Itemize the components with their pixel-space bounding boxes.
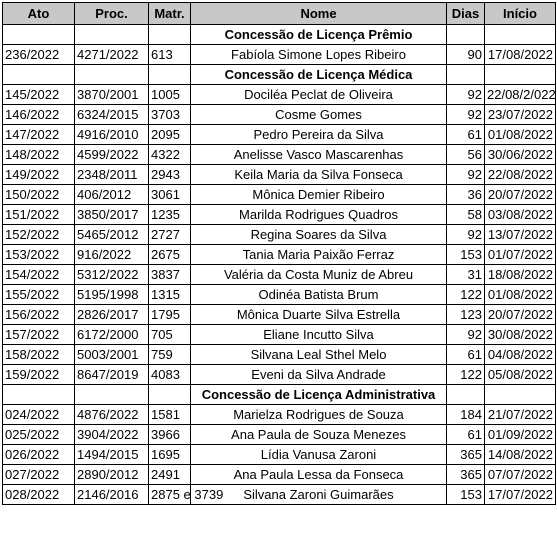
cell-inicio: 04/08/2022 — [485, 345, 556, 365]
section-title: Concessão de Licença Médica — [191, 65, 447, 85]
empty-cell — [447, 385, 485, 405]
cell-proc: 5465/2012 — [75, 225, 149, 245]
cell-matr: 4322 — [149, 145, 191, 165]
cell-dias: 61 — [447, 425, 485, 445]
cell-nome: Valéria da Costa Muniz de Abreu — [191, 265, 447, 285]
cell-proc: 3904/2022 — [75, 425, 149, 445]
cell-ato: 236/2022 — [3, 45, 75, 65]
table-row — [3, 185, 556, 205]
cell-matr: 2727 — [149, 225, 191, 245]
cell-dias: 92 — [447, 105, 485, 125]
cell-dias: 365 — [447, 465, 485, 485]
table-row — [3, 465, 556, 485]
cell-matr: 4083 — [149, 365, 191, 385]
empty-cell — [75, 65, 149, 85]
empty-cell — [447, 65, 485, 85]
cell-dias: 61 — [447, 345, 485, 365]
cell-nome: Marilda Rodrigues Quadros — [191, 205, 447, 225]
cell-proc: 1494/2015 — [75, 445, 149, 465]
cell-matr: 2675 — [149, 245, 191, 265]
col-header-ato: Ato — [3, 3, 75, 25]
cell-inicio: 18/08/2022 — [485, 265, 556, 285]
table-row — [3, 485, 556, 505]
header-row — [3, 3, 556, 25]
col-header-dias: Dias — [447, 3, 485, 25]
cell-dias: 58 — [447, 205, 485, 225]
cell-inicio: 20/07/2022 — [485, 305, 556, 325]
cell-inicio: 21/07/2022 — [485, 405, 556, 425]
empty-cell — [485, 25, 556, 45]
empty-cell — [75, 25, 149, 45]
cell-ato: 025/2022 — [3, 425, 75, 445]
cell-proc: 6172/2000 — [75, 325, 149, 345]
cell-nome: Silvana Zaroni Guimarães — [191, 485, 447, 505]
cell-proc: 4599/2022 — [75, 145, 149, 165]
empty-cell — [75, 385, 149, 405]
col-header-inicio: Início — [485, 3, 556, 25]
cell-proc: 2890/2012 — [75, 465, 149, 485]
cell-proc: 8647/2019 — [75, 365, 149, 385]
cell-proc: 3850/2017 — [75, 205, 149, 225]
cell-proc: 6324/2015 — [75, 105, 149, 125]
cell-ato: 147/2022 — [3, 125, 75, 145]
cell-matr: 1005 — [149, 85, 191, 105]
table-row — [3, 305, 556, 325]
section-row — [3, 65, 556, 85]
cell-nome: Mônica Demier Ribeiro — [191, 185, 447, 205]
cell-inicio: 03/08/2022 — [485, 205, 556, 225]
cell-proc: 406/2012 — [75, 185, 149, 205]
cell-nome: Pedro Pereira da Silva — [191, 125, 447, 145]
licencas-table — [2, 2, 556, 505]
empty-cell — [485, 65, 556, 85]
cell-matr: 3061 — [149, 185, 191, 205]
empty-cell — [149, 385, 191, 405]
empty-cell — [3, 25, 75, 45]
cell-inicio: 01/08/2022 — [485, 285, 556, 305]
cell-inicio: 30/08/2022 — [485, 325, 556, 345]
cell-proc: 5003/2001 — [75, 345, 149, 365]
cell-proc: 916/2022 — [75, 245, 149, 265]
cell-proc: 3870/2001 — [75, 85, 149, 105]
cell-matr: 2491 — [149, 465, 191, 485]
cell-nome: Cosme Gomes — [191, 105, 447, 125]
cell-inicio: 22/08/2022 — [485, 165, 556, 185]
cell-inicio: 20/07/2022 — [485, 185, 556, 205]
cell-dias: 31 — [447, 265, 485, 285]
cell-ato: 151/2022 — [3, 205, 75, 225]
table-body — [3, 25, 556, 505]
table-row — [3, 285, 556, 305]
table-row — [3, 105, 556, 125]
cell-nome: Fabíola Simone Lopes Ribeiro — [191, 45, 447, 65]
cell-ato: 153/2022 — [3, 245, 75, 265]
cell-dias: 122 — [447, 365, 485, 385]
empty-cell — [3, 65, 75, 85]
cell-proc: 2348/2011 — [75, 165, 149, 185]
cell-matr: 2943 — [149, 165, 191, 185]
cell-dias: 153 — [447, 245, 485, 265]
cell-dias: 36 — [447, 185, 485, 205]
cell-ato: 150/2022 — [3, 185, 75, 205]
cell-ato: 157/2022 — [3, 325, 75, 345]
cell-dias: 122 — [447, 285, 485, 305]
cell-nome: Eliane Incutto Silva — [191, 325, 447, 345]
table-row — [3, 425, 556, 445]
cell-nome: Odinéa Batista Brum — [191, 285, 447, 305]
table-row — [3, 365, 556, 385]
col-header-proc: Proc. — [75, 3, 149, 25]
cell-matr: 1795 — [149, 305, 191, 325]
cell-dias: 184 — [447, 405, 485, 425]
cell-matr: 3837 — [149, 265, 191, 285]
cell-inicio: 30/06/2022 — [485, 145, 556, 165]
cell-proc: 5312/2022 — [75, 265, 149, 285]
table-row — [3, 265, 556, 285]
cell-nome: Keila Maria da Silva Fonseca — [191, 165, 447, 185]
section-title: Concessão de Licença Administrativa — [191, 385, 447, 405]
cell-nome: Regina Soares da Silva — [191, 225, 447, 245]
cell-nome: Dociléa Peclat de Oliveira — [191, 85, 447, 105]
cell-dias: 123 — [447, 305, 485, 325]
cell-matr: 3703 — [149, 105, 191, 125]
cell-matr: 3966 — [149, 425, 191, 445]
cell-inicio: 17/08/2022 — [485, 45, 556, 65]
cell-matr: 1581 — [149, 405, 191, 425]
section-title: Concessão de Licença Prêmio — [191, 25, 447, 45]
col-header-nome: Nome — [191, 3, 447, 25]
cell-nome: Anelisse Vasco Mascarenhas — [191, 145, 447, 165]
cell-dias: 90 — [447, 45, 485, 65]
cell-dias: 92 — [447, 225, 485, 245]
cell-ato: 026/2022 — [3, 445, 75, 465]
cell-nome: Marielza Rodrigues de Souza — [191, 405, 447, 425]
cell-matr: 705 — [149, 325, 191, 345]
empty-cell — [485, 385, 556, 405]
cell-ato: 158/2022 — [3, 345, 75, 365]
cell-inicio: 23/07/2022 — [485, 105, 556, 125]
table-row — [3, 345, 556, 365]
table-row — [3, 405, 556, 425]
cell-matr: 2095 — [149, 125, 191, 145]
cell-dias: 61 — [447, 125, 485, 145]
cell-inicio: 17/07/2022 — [485, 485, 556, 505]
cell-ato: 145/2022 — [3, 85, 75, 105]
cell-inicio: 01/08/2022 — [485, 125, 556, 145]
table-row — [3, 145, 556, 165]
cell-nome: Silvana Leal Sthel Melo — [191, 345, 447, 365]
section-row — [3, 385, 556, 405]
cell-ato: 156/2022 — [3, 305, 75, 325]
cell-dias: 365 — [447, 445, 485, 465]
table-row — [3, 325, 556, 345]
cell-proc: 2826/2017 — [75, 305, 149, 325]
cell-matr: 613 — [149, 45, 191, 65]
table-row — [3, 85, 556, 105]
cell-nome: Tania Maria Paixão Ferraz — [191, 245, 447, 265]
table-row — [3, 165, 556, 185]
table-row — [3, 445, 556, 465]
cell-ato: 154/2022 — [3, 265, 75, 285]
cell-matr: 1235 — [149, 205, 191, 225]
cell-ato: 148/2022 — [3, 145, 75, 165]
cell-dias: 92 — [447, 165, 485, 185]
cell-inicio: 07/07/2022 — [485, 465, 556, 485]
cell-nome: Lídia Vanusa Zaroni — [191, 445, 447, 465]
cell-ato: 152/2022 — [3, 225, 75, 245]
cell-ato: 155/2022 — [3, 285, 75, 305]
cell-nome: Eveni da Silva Andrade — [191, 365, 447, 385]
empty-cell — [149, 65, 191, 85]
cell-dias: 153 — [447, 485, 485, 505]
cell-proc: 4876/2022 — [75, 405, 149, 425]
cell-ato: 159/2022 — [3, 365, 75, 385]
empty-cell — [149, 25, 191, 45]
cell-inicio: 01/09/2022 — [485, 425, 556, 445]
cell-ato: 146/2022 — [3, 105, 75, 125]
cell-proc: 5195/1998 — [75, 285, 149, 305]
empty-cell — [447, 25, 485, 45]
cell-nome: Mônica Duarte Silva Estrella — [191, 305, 447, 325]
table-row — [3, 125, 556, 145]
cell-matr: 2875 e 3739 — [149, 485, 191, 505]
cell-inicio: 05/08/2022 — [485, 365, 556, 385]
cell-matr: 1315 — [149, 285, 191, 305]
cell-ato: 028/2022 — [3, 485, 75, 505]
cell-dias: 92 — [447, 85, 485, 105]
cell-proc: 4271/2022 — [75, 45, 149, 65]
col-header-matr: Matr. — [149, 3, 191, 25]
cell-proc: 4916/2010 — [75, 125, 149, 145]
empty-cell — [3, 385, 75, 405]
cell-dias: 92 — [447, 325, 485, 345]
table-row — [3, 45, 556, 65]
cell-nome: Ana Paula de Souza Menezes — [191, 425, 447, 445]
cell-inicio: 01/07/2022 — [485, 245, 556, 265]
cell-matr: 759 — [149, 345, 191, 365]
cell-ato: 027/2022 — [3, 465, 75, 485]
table-row — [3, 245, 556, 265]
cell-ato: 024/2022 — [3, 405, 75, 425]
table-row — [3, 225, 556, 245]
cell-ato: 149/2022 — [3, 165, 75, 185]
cell-inicio: 14/08/2022 — [485, 445, 556, 465]
cell-proc: 2146/2016 — [75, 485, 149, 505]
table-row — [3, 205, 556, 225]
cell-nome: Ana Paula Lessa da Fonseca — [191, 465, 447, 485]
section-row — [3, 25, 556, 45]
cell-inicio: 13/07/2022 — [485, 225, 556, 245]
cell-inicio: 22/08/2/022 — [485, 85, 556, 105]
cell-matr: 1695 — [149, 445, 191, 465]
cell-dias: 56 — [447, 145, 485, 165]
